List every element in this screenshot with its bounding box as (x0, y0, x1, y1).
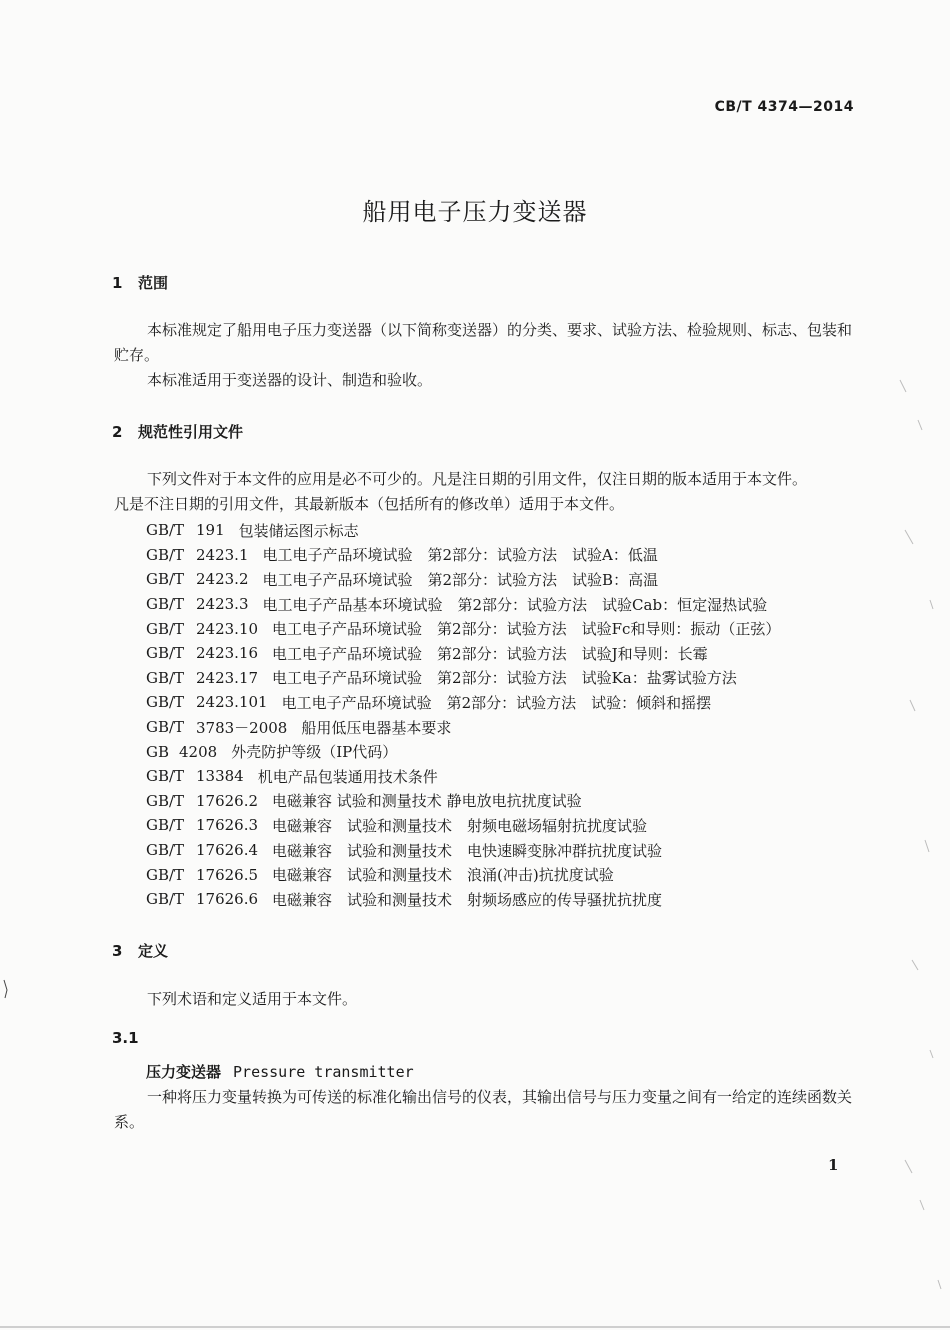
reference-item (146, 813, 780, 838)
reference-item (146, 789, 780, 814)
reference-prefix: GB/T (146, 718, 185, 737)
reference-item (146, 838, 780, 863)
section-heading-scope (112, 272, 168, 293)
section-heading-definitions (112, 940, 168, 961)
reference-prefix: GB/T (146, 644, 185, 663)
reference-title: 外壳防护等级（IP代码） (231, 743, 398, 762)
reference-number: 17626.6 (196, 890, 259, 909)
reference-title: 电磁兼容 试验和测量技术 浪涌(冲击)抗扰度试验 (272, 866, 614, 885)
reference-item (146, 887, 780, 912)
reference-title: 电工电子产品环境试验 第2部分：试验方法 试验A：低温 (262, 546, 658, 565)
reference-number: 13384 (196, 767, 244, 786)
definitions-intro: 下列术语和定义适用于本文件。 (147, 990, 358, 1008)
reference-title: 电磁兼容 试验和测量技术 射频场感应的传导骚扰抗扰度 (272, 890, 663, 909)
section-title: 范围 (138, 274, 169, 292)
reference-prefix: GB/T (146, 595, 185, 614)
reference-title: 电磁兼容 试验和测量技术 射频电磁场辐射抗扰度试验 (272, 816, 648, 835)
reference-number: 4208 (179, 742, 218, 761)
reference-number: 17626.5 (196, 865, 259, 884)
right-edge-specks (900, 380, 941, 1289)
reference-title: 电工电子产品环境试验 第2部分：试验方法 试验：倾斜和摇摆 (281, 693, 712, 712)
reference-item (146, 690, 780, 715)
reference-prefix: GB/T (146, 890, 185, 909)
reference-number: 2423.10 (196, 619, 259, 638)
reference-prefix: GB/T (146, 767, 185, 786)
reference-prefix: GB/T (146, 668, 185, 687)
standard-code: CB/T 4374—2014 (714, 99, 854, 115)
term-definition: 一种将压力变量转换为可传送的标准化输出信号的仪表，其输出信号与压力变量之间有一给定的连续函数关系。 (114, 1088, 853, 1131)
section-number: 3 (112, 942, 123, 960)
reference-prefix: GB/T (146, 521, 185, 540)
reference-item (146, 739, 780, 764)
reference-item (146, 641, 780, 666)
reference-prefix: GB/T (146, 619, 185, 638)
reference-item (146, 616, 780, 641)
page-number: 1 (828, 1156, 839, 1174)
reference-title: 机电产品包装通用技术条件 (257, 767, 438, 786)
reference-item (146, 764, 780, 789)
reference-title: 电工电子产品环境试验 第2部分：试验方法 试验Ka：盐雾试验方法 (272, 669, 737, 688)
reference-title: 电磁兼容 试验和测量技术 静电放电抗扰度试验 (272, 792, 582, 811)
reference-list (146, 518, 780, 912)
reference-item (146, 592, 780, 617)
reference-prefix: GB/T (146, 570, 185, 589)
reference-number: 2423.2 (196, 570, 249, 589)
reference-item (146, 567, 780, 592)
reference-item (146, 666, 780, 691)
scope-paragraph-1: 本标准规定了船用电子压力变送器（以下简称变送器）的分类、要求、试验方法、检验规则、标志、包装和贮存。 (114, 321, 853, 364)
reference-number: 17626.4 (196, 841, 259, 860)
section-heading-normative (112, 421, 243, 442)
document-title: 船用电子压力变送器 (362, 198, 588, 226)
reference-item (146, 518, 780, 543)
reference-number: 17626.3 (196, 816, 259, 835)
reference-prefix: GB/T (146, 841, 185, 860)
reference-prefix: GB (146, 742, 170, 761)
reference-number: 2423.1 (196, 545, 249, 564)
reference-item (146, 543, 780, 568)
left-edge-mark (4, 980, 7, 998)
term-english: Pressure transmitter (233, 1063, 414, 1081)
normative-intro-line-1: 下列文件对于本文件的应用是必不可少的。凡是注日期的引用文件，仅注日期的版本适用于本文件。 (147, 470, 808, 488)
reference-number: 17626.2 (196, 791, 259, 810)
reference-number: 2423.17 (196, 668, 259, 687)
section-title: 定义 (138, 942, 169, 960)
reference-prefix: GB/T (146, 865, 185, 884)
reference-title: 船用低压电器基本要求 (301, 718, 452, 737)
reference-item (146, 715, 780, 740)
section-title: 规范性引用文件 (138, 423, 244, 441)
scope-paragraph-2: 本标准适用于变送器的设计、制造和验收。 (147, 371, 433, 389)
section-number: 1 (112, 274, 123, 292)
reference-prefix: GB/T (146, 816, 185, 835)
reference-title: 电工电子产品环境试验 第2部分：试验方法 试验J和导则：长霉 (272, 644, 708, 663)
term-line (146, 1061, 414, 1082)
normative-intro-line-2: 凡是不注日期的引用文件，其最新版本（包括所有的修改单）适用于本文件。 (114, 495, 625, 513)
reference-prefix: GB/T (146, 693, 185, 712)
reference-number: 2423.3 (196, 595, 249, 614)
subsection-number: 3.1 (112, 1029, 139, 1047)
reference-prefix: GB/T (146, 545, 185, 564)
reference-title: 电工电子产品环境试验 第2部分：试验方法 试验B：高温 (262, 570, 659, 589)
reference-title: 电磁兼容 试验和测量技术 电快速瞬变脉冲群抗扰度试验 (272, 841, 663, 860)
reference-item (146, 862, 780, 887)
reference-number: 2423.101 (196, 693, 268, 712)
reference-title: 电工电子产品基本环境试验 第2部分：试验方法 试验Cab：恒定湿热试验 (262, 595, 768, 614)
reference-number: 191 (196, 521, 225, 540)
reference-prefix: GB/T (146, 791, 185, 810)
reference-title: 包装储运图示标志 (238, 521, 359, 540)
reference-number: 2423.16 (196, 644, 259, 663)
reference-title: 电工电子产品环境试验 第2部分：试验方法 试验Fc和导则：振动（正弦） (272, 620, 781, 639)
term-chinese: 压力变送器 (146, 1063, 222, 1081)
reference-number: 3783－2008 (196, 718, 288, 737)
section-number: 2 (112, 423, 123, 441)
